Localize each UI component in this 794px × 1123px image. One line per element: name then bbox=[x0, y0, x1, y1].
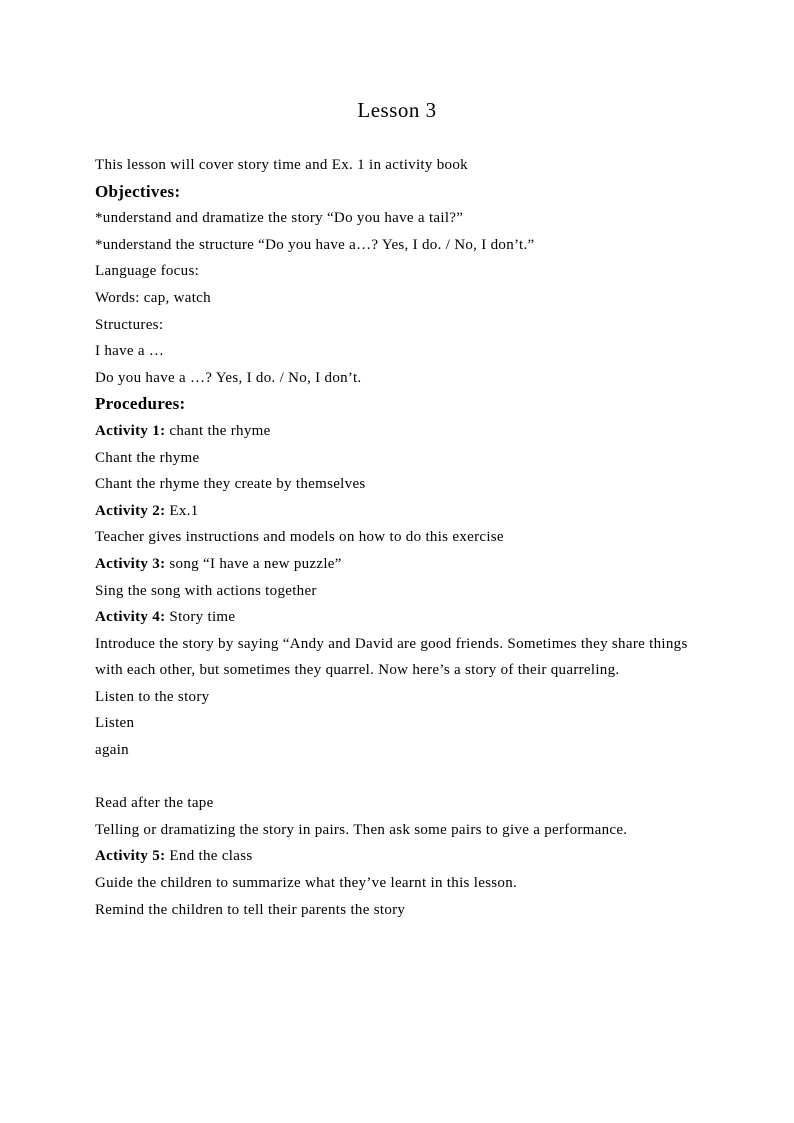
procedures-heading: Procedures: bbox=[95, 394, 186, 414]
activity-2-line bbox=[95, 498, 705, 525]
activity-1-label: Activity 1: bbox=[95, 422, 166, 439]
activity-step: Listen bbox=[95, 715, 135, 732]
activity-step: Sing the song with actions together bbox=[95, 582, 317, 599]
activity-step: Teacher gives instructions and models on how to do this exercise bbox=[95, 529, 504, 546]
structure-line: I have a … bbox=[95, 343, 165, 360]
activity-5-label: Activity 5: bbox=[95, 848, 166, 865]
activity-3-label: Activity 3: bbox=[95, 555, 166, 572]
activity-step: Guide the children to summarize what they’ve learnt in this lesson. bbox=[95, 875, 518, 892]
activity-3-title: song “I have a new puzzle” bbox=[165, 555, 342, 572]
activity-step: Chant the rhyme they create by themselves bbox=[95, 476, 366, 493]
activity-step: Read after the tape bbox=[95, 795, 214, 812]
structures-label: Structures: bbox=[95, 316, 164, 333]
document-body bbox=[95, 152, 705, 923]
pairs-paragraph: Telling or dramatizing the story in pairs. Then ask some pairs to give a performance. bbox=[95, 821, 628, 838]
activity-4-label: Activity 4: bbox=[95, 609, 166, 626]
activity-step: Chant the rhyme bbox=[95, 449, 200, 466]
activity-2-title: Ex.1 bbox=[165, 502, 199, 519]
activity-step: Listen to the story bbox=[95, 688, 210, 705]
activity-2-label: Activity 2: bbox=[95, 502, 166, 519]
activity-1-line bbox=[95, 418, 705, 445]
page-title: Lesson 3 bbox=[357, 98, 437, 122]
activity-4-line bbox=[95, 604, 705, 631]
language-focus-label: Language focus: bbox=[95, 263, 200, 280]
blank-line bbox=[95, 764, 705, 791]
objectives-heading: Objectives: bbox=[95, 181, 181, 201]
activity-5-title: End the class bbox=[165, 848, 253, 865]
story-intro-paragraph: Introduce the story by saying “Andy and David are good friends. Sometimes they share things with each other, but sometimes they quarrel. Now here’s a story of their quarreling. bbox=[95, 635, 688, 679]
intro-text: This lesson will cover story time and Ex. 1 in activity book bbox=[95, 157, 468, 173]
activity-1-title: chant the rhyme bbox=[165, 422, 271, 439]
activity-4-title: Story time bbox=[165, 609, 236, 626]
activity-5-line bbox=[95, 843, 705, 870]
objective-item: *understand the structure “Do you have a…? Yes, I do. / No, I don’t.” bbox=[95, 236, 535, 253]
objective-item: *understand and dramatize the story “Do you have a tail?” bbox=[95, 210, 464, 227]
activity-step: again bbox=[95, 742, 129, 759]
activity-3-line bbox=[95, 551, 705, 578]
words-line: Words: cap, watch bbox=[95, 289, 211, 306]
activity-step: Remind the children to tell their parents the story bbox=[95, 901, 406, 918]
structure-line: Do you have a …? Yes, I do. / No, I don’t. bbox=[95, 369, 362, 386]
